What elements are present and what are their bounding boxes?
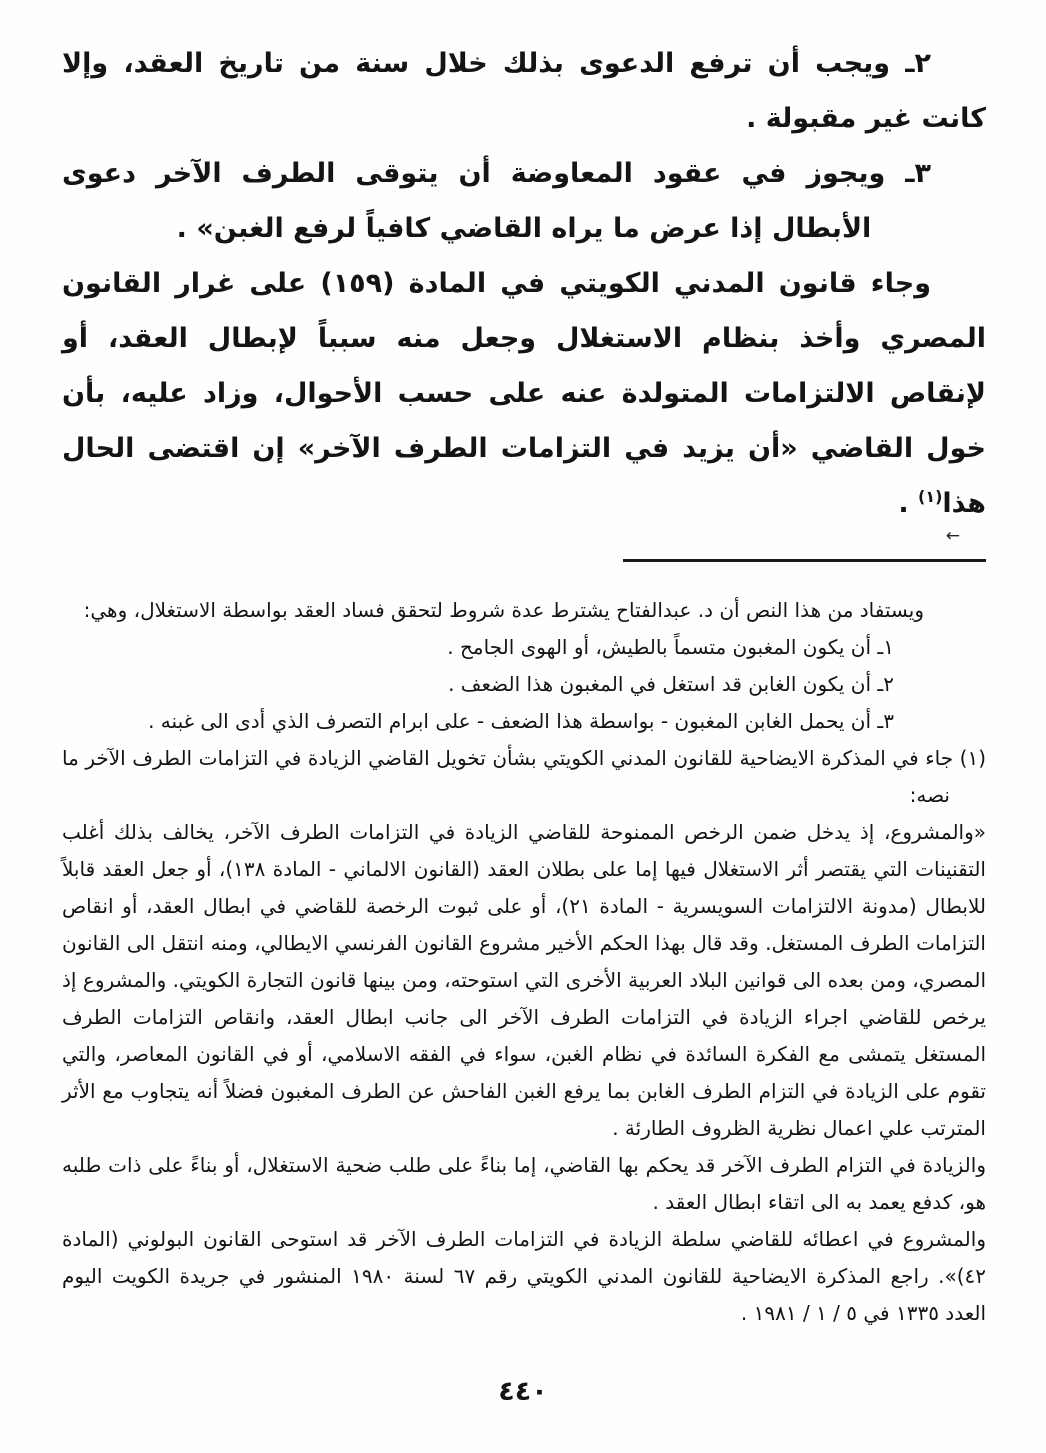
footnote-continuation-text: ويستفاد من هذا النص أن د. عبدالفتاح يشترط عدة شروط لتحقق فساد العقد بواسطة الاستغلال، وهي: — [83, 598, 924, 622]
main-paragraph-3: ٣ـ ويجوز في عقود المعاوضة أن يتوقى الطرف الآخر دعوى الأبطال إذا عرض ما يراه القاضي كافياً لرفع الغبن» . — [62, 158, 931, 244]
footnote-condition-1: ١ـ أن يكون المغبون متسماً بالطيش، أو الهوى الجامح . — [447, 635, 894, 659]
footnote-1-paragraph-1: «والمشروع، إذ يدخل ضمن الرخص الممنوحة للقاضي الزيادة في التزامات الطرف الآخر، يخالف بذلك أغلب التقنينات التي يقتصر أثر الاستغلال فيها إما على بطلان العقد (القانون الالماني - المادة ١٣٨)، أو جعل العقد قابلاً للابطال (مدونة الالتزامات السويسرية - المادة ٢١)، أو على ثبوت الرخصة للقاضي في ابطال العقد، أو انقاص التزامات الطرف المستغل. وقد قال بهذا الحكم الأخير مشروع القانون الفرنسي الايطالي، ومنه انتقل الى القانون المصري، ومن بعده الى قوانين البلاد العربية الأخرى التي استوحته، ومن بينها قانون التجارة الكويتي. والمشروع إذ يرخص للقاضي اجراء الزيادة في التزامات الطرف الآخر الى جانب ابطال العقد، وانقاص التزامات الطرف المستغل يتمشى مع الفكرة السائدة في نظام الغبن، سواء في الفقه الاسلامي، أو في القانون المعاصر، والتي تقوم على الزيادة في التزام الطرف الغابن بما يرفع الغبن الفاحش عن الطرف المغبون فضلاً أنه يتجاوب مع الأثر المترتب علي اعمال نظرية الظروف الطارئة . — [62, 820, 986, 1140]
left-arrow-icon: ← — [945, 526, 960, 546]
footnote-reference-marker: (١) — [918, 487, 943, 506]
footnote-condition-3: ٣ـ أن يحمل الغابن المغبون - بواسطة هذا الضعف - على ابرام التصرف الذي أدى الى غبنه . — [148, 709, 894, 733]
footnote-1-marker: (١) — [959, 746, 987, 770]
main-paragraph-2: ٢ـ ويجب أن ترفع الدعوى بذلك خلال سنة من تاريخ العقد، وإلا كانت غير مقبولة . — [62, 48, 986, 134]
page-number: ٤٤٠ — [498, 1376, 548, 1407]
footnote-1-lead-text: جاء في المذكرة الايضاحية للقانون المدني الكويتي بشأن تخويل القاضي الزيادة في التزامات الطرف الآخر ما نصه: — [62, 746, 954, 807]
main-paragraph-body — [62, 256, 986, 531]
footnote-1-paragraph-2: والزيادة في التزام الطرف الآخر قد يحكم بها القاضي، إما بناءً على طلب ضحية الاستغلال، أو بناءً على ذات طلبه هو، كدفع يعمد به الى اتقاء ابطال العقد . — [62, 1153, 986, 1214]
footnote-1-paragraph-3: والمشروع في اعطائه للقاضي سلطة الزيادة في التزامات الطرف الآخر قد استوحى القانون البولوني (المادة ٤٢)». راجع المذكرة الايضاحية للقانون المدني الكويتي رقم ٦٧ لسنة ١٩٨٠ المنشور في جريدة الكويت اليوم العدد ١٣٣٥ في ٥ / ١ / ١٩٨١ . — [62, 1227, 986, 1325]
main-paragraph-body-text: وجاء قانون المدني الكويتي في المادة (١٥٩) على غرار القانون المصري وأخذ بنظام الاستغلال وجعل منه سبباً لإبطال العقد، أو لإنقاص الالتزامات المتولدة عنه على حسب الأحوال، وزاد عليه، بأن خول القاضي «أن يزيد في التزامات الطرف الآخر» إن اقتضى الحال هذا — [62, 268, 986, 519]
footnotes-block — [62, 592, 986, 1332]
footnote-separator-line — [623, 559, 986, 562]
footnote-1 — [62, 740, 986, 814]
footnote-condition-2: ٢ـ أن يكون الغابن قد استغل في المغبون هذا الضعف . — [448, 672, 894, 696]
main-text-block — [62, 36, 986, 531]
main-paragraph-body-tail: . — [898, 488, 919, 519]
